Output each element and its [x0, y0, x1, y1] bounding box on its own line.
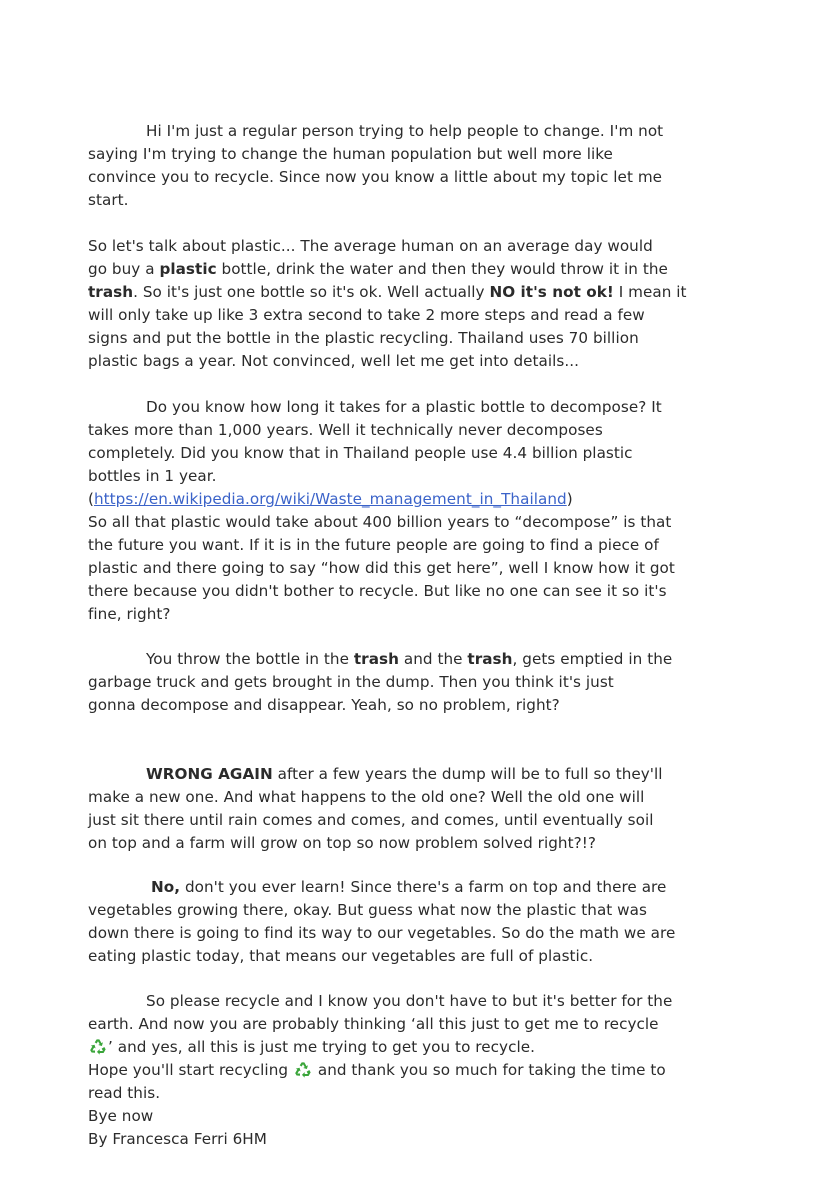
text-line — [88, 488, 573, 511]
text-line — [88, 1036, 535, 1059]
signature-line: By Francesca Ferri 6HM — [88, 1130, 267, 1148]
bold-text: trash — [88, 283, 134, 301]
text-line — [88, 281, 687, 304]
bold-text: trash — [353, 650, 399, 668]
text-line: vegetables growing there, okay. But guess what now the plastic that was — [88, 901, 647, 919]
text-line: saying I'm trying to change the human population but well more like — [88, 145, 613, 163]
text-span: don't you ever learn! Since there's a farm on top and there are — [180, 878, 667, 896]
text-line — [88, 258, 668, 281]
text-line: read this. — [88, 1084, 161, 1102]
text-span: Hope you'll start recycling — [88, 1061, 293, 1079]
text-span: ’ and yes, all this is just me trying to get you to recycle. — [108, 1038, 536, 1056]
text-span: You throw the bottle in the — [146, 650, 354, 668]
recycling-icon — [294, 1060, 312, 1078]
text-span: go buy a — [88, 260, 160, 278]
text-line: start. — [88, 191, 129, 209]
text-line: bottles in 1 year. — [88, 467, 217, 485]
text-line: signs and put the bottle in the plastic recycling. Thailand uses 70 billion — [88, 329, 639, 347]
text-line: fine, right? — [88, 605, 171, 623]
text-line: eating plastic today, that means our vegetables are full of plastic. — [88, 947, 594, 965]
text-line: Bye now — [88, 1107, 154, 1125]
text-line: garbage truck and gets brought in the dump. Then you think it's just — [88, 673, 614, 691]
text-line: So let's talk about plastic... The average human on an average day would — [88, 237, 653, 255]
text-span: after a few years the dump will be to full so they'll — [272, 765, 663, 783]
bold-text: WRONG AGAIN — [146, 765, 273, 783]
recycling-icon — [89, 1037, 107, 1055]
text-line: just sit there until rain comes and comes, and comes, until eventually soil — [88, 811, 654, 829]
text-span: ( — [88, 490, 94, 508]
text-line: earth. And now you are probably thinking ‘all this just to get me to recycle — [88, 1015, 659, 1033]
text-line: make a new one. And what happens to the old one? Well the old one will — [88, 788, 645, 806]
text-line — [88, 1059, 666, 1082]
text-line: So please recycle and I know you don't have to but it's better for the — [146, 992, 673, 1010]
text-line: down there is going to find its way to our vegetables. So do the math we are — [88, 924, 676, 942]
text-line: completely. Did you know that in Thailand people use 4.4 billion plastic — [88, 444, 633, 462]
text-line — [146, 763, 663, 786]
bold-text: plastic — [159, 260, 217, 278]
text-line: gonna decompose and disappear. Yeah, so no problem, right? — [88, 696, 560, 714]
text-line: So all that plastic would take about 400 billion years to “decompose” is that — [88, 513, 672, 531]
text-span: and the — [398, 650, 468, 668]
wikipedia-link[interactable]: https://en.wikipedia.org/wiki/Waste_management_in_Thailand — [93, 490, 567, 508]
text-span: bottle, drink the water and then they would throw it in the — [216, 260, 668, 278]
text-line: plastic and there going to say “how did this get here”, well I know how it got — [88, 559, 675, 577]
text-line: the future you want. If it is in the future people are going to find a piece of — [88, 536, 659, 554]
text-span: I mean it — [613, 283, 687, 301]
text-span: and thank you so much for taking the time to — [312, 1061, 666, 1079]
text-line: on top and a farm will grow on top so now problem solved right?!? — [88, 834, 596, 852]
text-span: , gets emptied in the — [512, 650, 673, 668]
text-line: plastic bags a year. Not convinced, well let me get into details... — [88, 352, 580, 370]
text-line: convince you to recycle. Since now you know a little about my topic let me — [88, 168, 663, 186]
text-line — [146, 648, 672, 671]
bold-text: No, — [151, 878, 181, 896]
bold-text: trash — [467, 650, 513, 668]
text-span: ) — [566, 490, 573, 508]
text-line: there because you didn't bother to recycle. But like no one can see it so it's — [88, 582, 667, 600]
text-span: . So it's just one bottle so it's ok. Well actually — [133, 283, 490, 301]
text-line: Do you know how long it takes for a plastic bottle to decompose? It — [146, 398, 662, 416]
text-line — [151, 876, 666, 899]
text-line: will only take up like 3 extra second to take 2 more steps and read a few — [88, 306, 645, 324]
text-line: Hi I'm just a regular person trying to help people to change. I'm not — [146, 122, 664, 140]
bold-text: NO it's not ok! — [489, 283, 614, 301]
text-line: takes more than 1,000 years. Well it technically never decomposes — [88, 421, 603, 439]
